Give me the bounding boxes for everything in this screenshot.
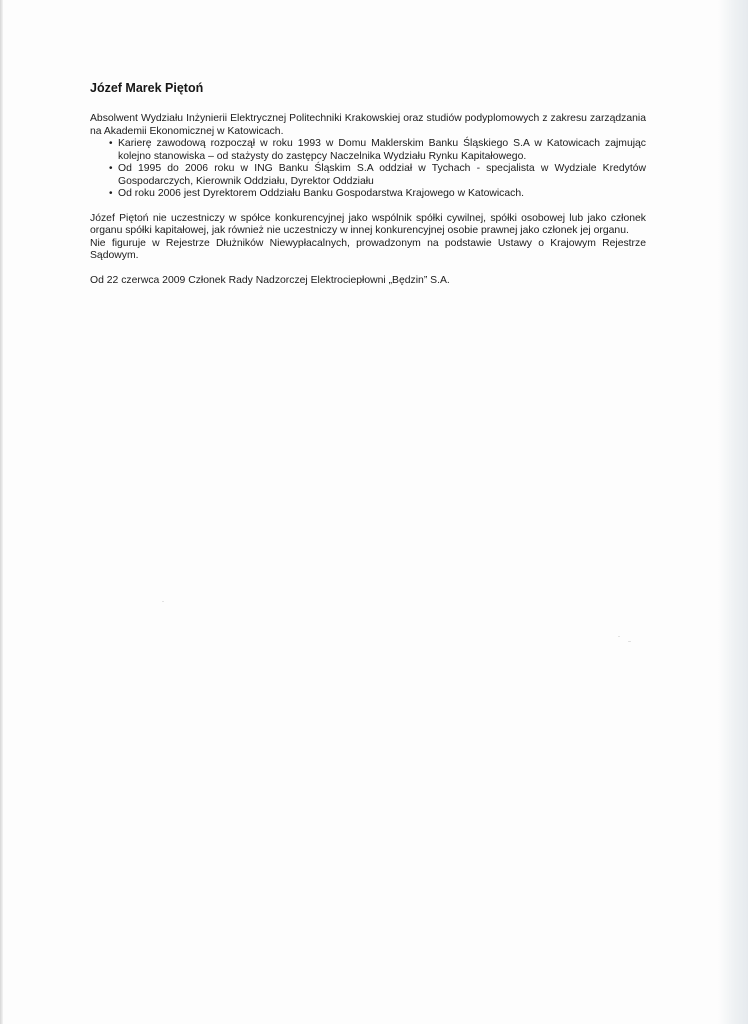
career-list-item: [90, 138, 646, 163]
document-body: [90, 80, 646, 287]
competition-declaration: Józef Piętoń nie uczestniczy w spółce konkurencyjnej jako wspólnik spółki cywilnej, spółki osobowej lub jako członek organu spółki kapitałowej, jak również nie uczestniczy w innej konkurencyjnej osobie prawnej jako członek jej organu.: [90, 212, 646, 236]
education-paragraph: Absolwent Wydziału Inżynierii Elektrycznej Politechniki Krakowskiej oraz studiów podyplomowych z zakresu zarządzania na Akademii Ekonomicznej w Katowicach.: [90, 113, 646, 137]
career-item-text: Od 1995 do 2006 roku w ING Banku Śląskim S.A oddział w Tychach - specjalista w Wydziale Kredytów Gospodarczych, Kierownik Oddziału, Dyrektor Oddziału: [118, 163, 646, 187]
scan-speck: [628, 641, 631, 642]
career-list-item: [90, 163, 646, 188]
scan-speck: [162, 601, 164, 602]
career-list: [90, 138, 646, 201]
board-membership-line: Od 22 czerwca 2009 Członek Rady Nadzorczej Elektrociepłowni „Będzin” S.A.: [90, 274, 450, 286]
scan-right-edge-shadow: [718, 0, 748, 1024]
scan-left-edge-shadow: [0, 0, 3, 1024]
career-item-text: Karierę zawodową rozpoczął w roku 1993 w Domu Maklerskim Banku Śląskiego S.A w Katowicach zajmując kolejno stanowiska – od stażysty do zastępcy Naczelnika Wydziału Rynku Kapitałowego.: [118, 138, 646, 162]
career-item-text: Od roku 2006 jest Dyrektorem Oddziału Banku Gospodarstwa Krajowego w Katowicach.: [118, 188, 525, 199]
document-title: Józef Marek Piętoń: [90, 81, 204, 95]
career-list-item: [90, 188, 646, 201]
scan-speck: [618, 636, 620, 637]
paragraph-spacer: [90, 263, 646, 275]
debtor-registry-declaration: Nie figuruje w Rejestrze Dłużników Niewypłacalnych, prowadzonym na podstawie Ustawy o Krajowym Rejestrze Sądowym.: [90, 237, 646, 261]
paragraph-spacer: [90, 201, 646, 213]
